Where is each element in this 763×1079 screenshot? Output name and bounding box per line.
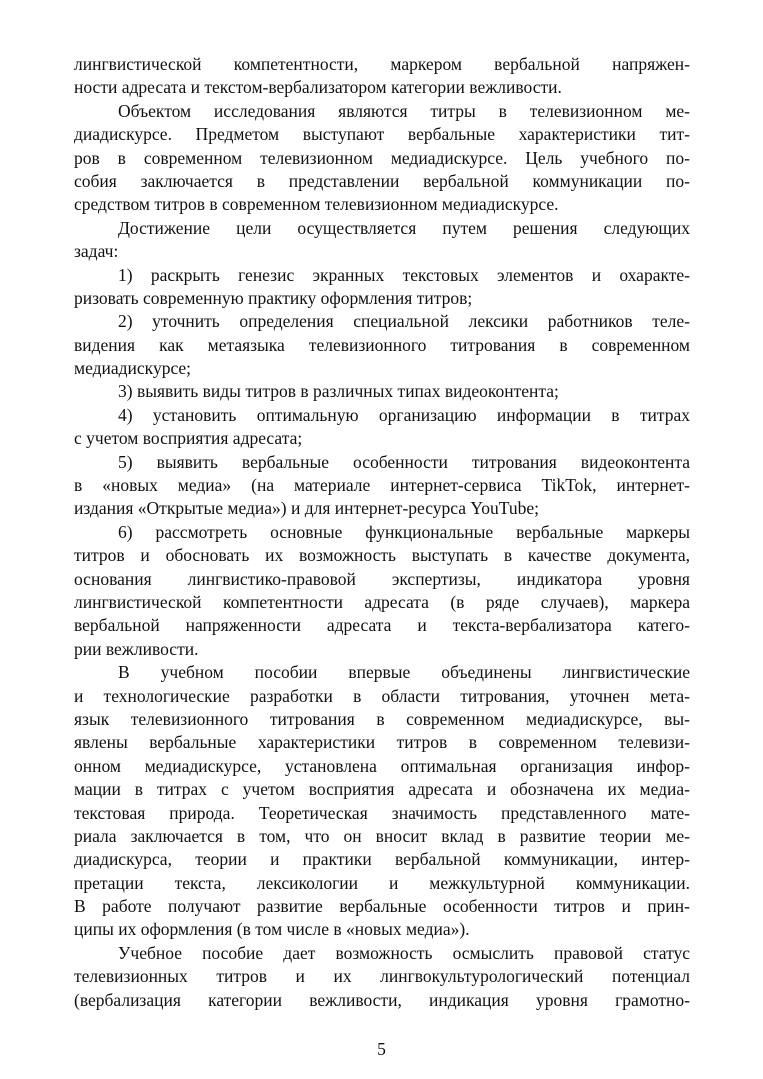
text-line: Достижение цели осуществляется путем решения следующих bbox=[118, 217, 690, 238]
text-line: Учебное пособие дает возможность осмыслить правовой статус bbox=[118, 942, 690, 963]
paragraph bbox=[74, 217, 690, 264]
page-number: 5 bbox=[377, 1039, 386, 1059]
text-line: в «новых медиа» (на материале интернет-сервиса TikTok, интернет- bbox=[74, 475, 690, 496]
list-item bbox=[74, 264, 690, 311]
text-line: видения как метаязыка телевизионного титрования в современном bbox=[74, 334, 690, 355]
text-line: претации текста, лексикологии и межкультурной коммуникации. bbox=[74, 872, 690, 893]
text-line: язык телевизионного титрования в современном медиадискурсе, вы- bbox=[74, 708, 690, 729]
list-item bbox=[74, 404, 690, 451]
text-line: 4) установить оптимальную организацию информации в титрах bbox=[118, 404, 690, 425]
text-line: средством титров в современном телевизионном медиадискурсе. bbox=[74, 194, 559, 215]
paragraph bbox=[74, 53, 690, 100]
text-line: задач: bbox=[74, 241, 119, 262]
text-line: В работе получают развитие вербальные особенности титров и прин- bbox=[74, 896, 690, 917]
text-line: вербальной напряженности адресата и текста-вербализатора катего- bbox=[74, 615, 690, 636]
text-line: 1) раскрыть генезис экранных текстовых элементов и охаракте- bbox=[118, 264, 690, 285]
text-line: Объектом исследования являются титры в телевизионном ме- bbox=[118, 100, 690, 121]
list-item bbox=[74, 451, 690, 521]
text-line: титров и обосновать их возможность выступать в качестве документа, bbox=[74, 545, 690, 566]
text-line: диадискурса, теории и практики вербальной коммуникации, интер- bbox=[74, 849, 690, 870]
text-line: 5) выявить вербальные особенности титрования видеоконтента bbox=[118, 451, 690, 472]
text-line: основания лингвистико-правовой экспертизы, индикатора уровня bbox=[74, 568, 690, 589]
text-line: 2) уточнить определения специальной лексики работников теле- bbox=[118, 311, 690, 332]
text-line: собия заключается в представлении вербальной коммуникации по- bbox=[74, 170, 690, 191]
text-line: с учетом восприятия адресата; bbox=[74, 428, 303, 449]
paragraph bbox=[74, 661, 690, 942]
text-line: лингвистической компетентности, маркером вербальной напряжен- bbox=[74, 54, 690, 74]
text-line: 3) выявить виды титров в различных типах видеоконтента; bbox=[118, 381, 559, 402]
text-line: рии вежливости. bbox=[74, 638, 199, 659]
text-line: лингвистической компетентности адресата (в ряде случаев), маркера bbox=[74, 591, 690, 612]
text-line: явлены вербальные характеристики титров в современном телевизи- bbox=[74, 732, 690, 753]
text-line: ров в современном телевизионном медиадискурсе. Цель учебного по- bbox=[74, 147, 690, 168]
text-line: издания «Открытые медиа») и для интернет-ресурса YouTube; bbox=[74, 498, 539, 519]
text-line: диадискурсе. Предметом выступают вербальные характеристики тит- bbox=[74, 124, 690, 145]
text-line: ности адресата и текстом-вербализатором категории вежливости. bbox=[74, 77, 562, 98]
text-line: телевизионных титров и их лингвокультурологический потенциал bbox=[74, 966, 690, 987]
list-item bbox=[74, 521, 690, 661]
list-item bbox=[74, 380, 690, 403]
text-line: 6) рассмотреть основные функциональные вербальные маркеры bbox=[118, 521, 690, 542]
paragraph bbox=[74, 942, 690, 1012]
text-line: текстовая природа. Теоретическая значимость представленного мате- bbox=[74, 802, 690, 823]
text-line: ципы их оформления (в том числе в «новых медиа»). bbox=[74, 919, 470, 940]
paragraph bbox=[74, 100, 690, 217]
text-line: мации в титрах с учетом восприятия адресата и обозначена их медиа- bbox=[74, 779, 690, 800]
text-line: и технологические разработки в области титрования, уточнен мета- bbox=[74, 685, 690, 706]
text-line: ризовать современную практику оформления титров; bbox=[74, 287, 473, 308]
text-line: риала заключается в том, что он вносит вклад в развитие теории ме- bbox=[74, 825, 690, 846]
text-line: В учебном пособии впервые объединены лингвистические bbox=[118, 662, 690, 683]
document-body bbox=[74, 53, 690, 1012]
text-line: медиадискурсе; bbox=[74, 358, 192, 379]
text-line: онном медиадискурсе, установлена оптимальная организация инфор- bbox=[74, 755, 690, 776]
list-item bbox=[74, 310, 690, 380]
text-line: (вербализация категории вежливости, индикация уровня грамотно- bbox=[74, 989, 690, 1010]
